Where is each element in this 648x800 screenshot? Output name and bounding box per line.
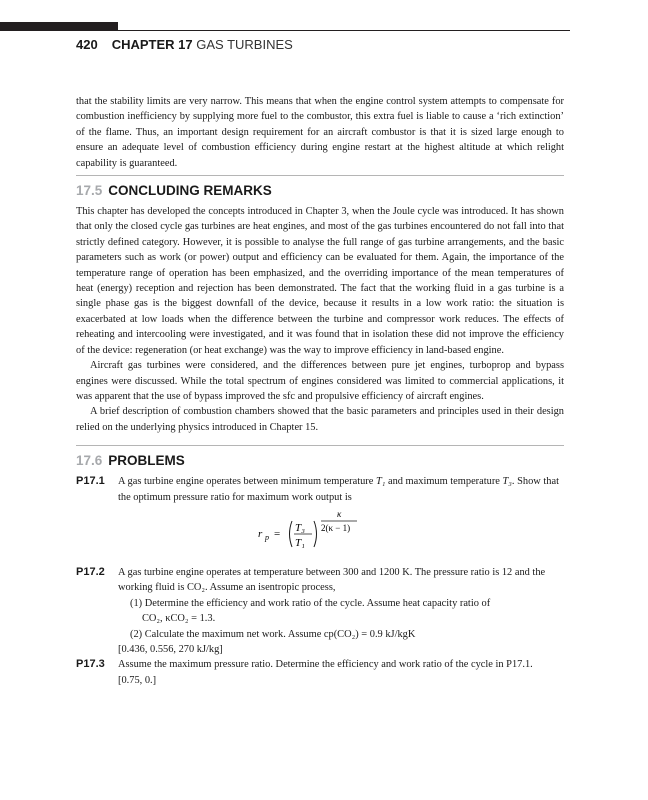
section-heading-concluding — [76, 175, 564, 200]
optimum-pressure-ratio-formula — [118, 507, 564, 557]
problem-part-1: (1) Determine the efficiency and work ratio of the cycle. Assume heat capacity ratio of — [130, 597, 491, 609]
formula-equals: = — [274, 527, 281, 540]
problem-text: A gas turbine engine operates at temperature between 300 and 1200 K. The pressure ratio is 12 and the working fluid is CO₂. Assume an isentropic process, — [118, 566, 546, 594]
chapter-label: CHAPTER 17 — [111, 37, 193, 52]
intro-paragraph: that the stability limits are very narrow. This means that when the engine control system attempts to compensate for combustion inefficiency by supplying more fuel to the combustor, this extra fuel is liable to cause a ‘rich extinction’ of the flame. Thus, an important design requirement for an aircraft combustor is that it is sized large enough to ensure an adequate level of combustion efficiency during engine restart at the highest altitude at which relight capability is guaranteed. — [76, 96, 564, 169]
header-rule — [118, 30, 570, 31]
right-paren — [314, 521, 317, 547]
problem-part-1-continued: CO₂, κCO₂ = 1.3. — [142, 613, 216, 625]
page-body — [76, 94, 564, 688]
section-title: PROBLEMS — [108, 453, 185, 469]
problem-p17-1 — [76, 474, 564, 557]
problem-text: A gas turbine engine operates between minimum temperature T₁ and maximum temperature T₃. Show that the optimum pressure ratio for maximum work output is — [118, 476, 559, 503]
formula-denominator: T₁ — [295, 536, 305, 549]
problem-p17-2 — [76, 565, 564, 657]
concluding-paragraph-3: A brief description of combustion chambers showed that the basic parameters and principles used in their design relied on the underlying physics introduced in Chapter 15. — [76, 406, 564, 433]
problem-answer: [0.436, 0.556, 270 kJ/kg] — [118, 643, 223, 655]
page-number: 420 — [76, 37, 98, 52]
section-title: CONCLUDING REMARKS — [108, 183, 272, 199]
concluding-paragraph-2: Aircraft gas turbines were considered, and the differences between pure jet engines, turboprop and bypass engines were discussed. While the total spectrum of engines considered was limited to commercial applications, it was apparent that the use of bypass improved the sfc and propulsive efficiency of aircraft engines. — [76, 360, 564, 402]
problem-label: P17.1 — [76, 475, 105, 488]
chapter-title: GAS TURBINES — [196, 37, 293, 52]
formula-lhs-subscript: p — [265, 532, 269, 542]
problem-answer: [0.75, 0.] — [118, 674, 157, 686]
header-bar — [0, 22, 118, 31]
concluding-paragraph-1: This chapter has developed the concepts introduced in Chapter 3, when the Joule cycle was introduced. It has shown that only the closed cycle gas turbines are heat engines, and most of the gas turbines encountered do not fall into that strictly defined category. However, it is possible to analyse the full range of gas turbine arrangements, and the basic parameters such as work (or power) output and efficiency can be evaluated for them. Again, the importance of the temperature range of operation has been emphasized, and the overriding importance of the mean temperatures of heat (energy) reception and rejection has been demonstrated. The fact that the working fluid in a gas turbine is a single phase gas is the biggest downfall of the device, because it results in a low work ratio: the situation is exacerbated at low loads when the difference between the turbine and compressor work reduces. The effects of reheating and intercooling were investigated, and it was found that in isolation these did not improve the efficiency of the device: regeneration (or heat exchange) was the way to improve efficiency in land-based engine. — [76, 206, 564, 356]
formula-exponent-denominator: 2(κ − 1) — [321, 522, 351, 533]
problem-label: P17.2 — [76, 565, 105, 578]
problem-part-2: (2) Calculate the maximum net work. Assume cp(CO₂) = 0.9 kJ/kgK — [130, 628, 416, 640]
formula-exponent-numerator: κ — [337, 508, 342, 519]
section-heading-problems — [76, 445, 564, 470]
section-number: 17.6 — [76, 453, 103, 469]
problem-p17-3 — [76, 657, 564, 688]
left-paren — [290, 521, 293, 547]
section-number: 17.5 — [76, 183, 103, 199]
problem-label: P17.3 — [76, 658, 105, 671]
problem-text: Assume the maximum pressure ratio. Determine the efficiency and work ratio of the cycle in P17.1. — [118, 659, 533, 671]
formula-lhs: r — [258, 527, 263, 540]
formula-numerator: T₃ — [295, 521, 305, 534]
running-header — [76, 36, 293, 54]
